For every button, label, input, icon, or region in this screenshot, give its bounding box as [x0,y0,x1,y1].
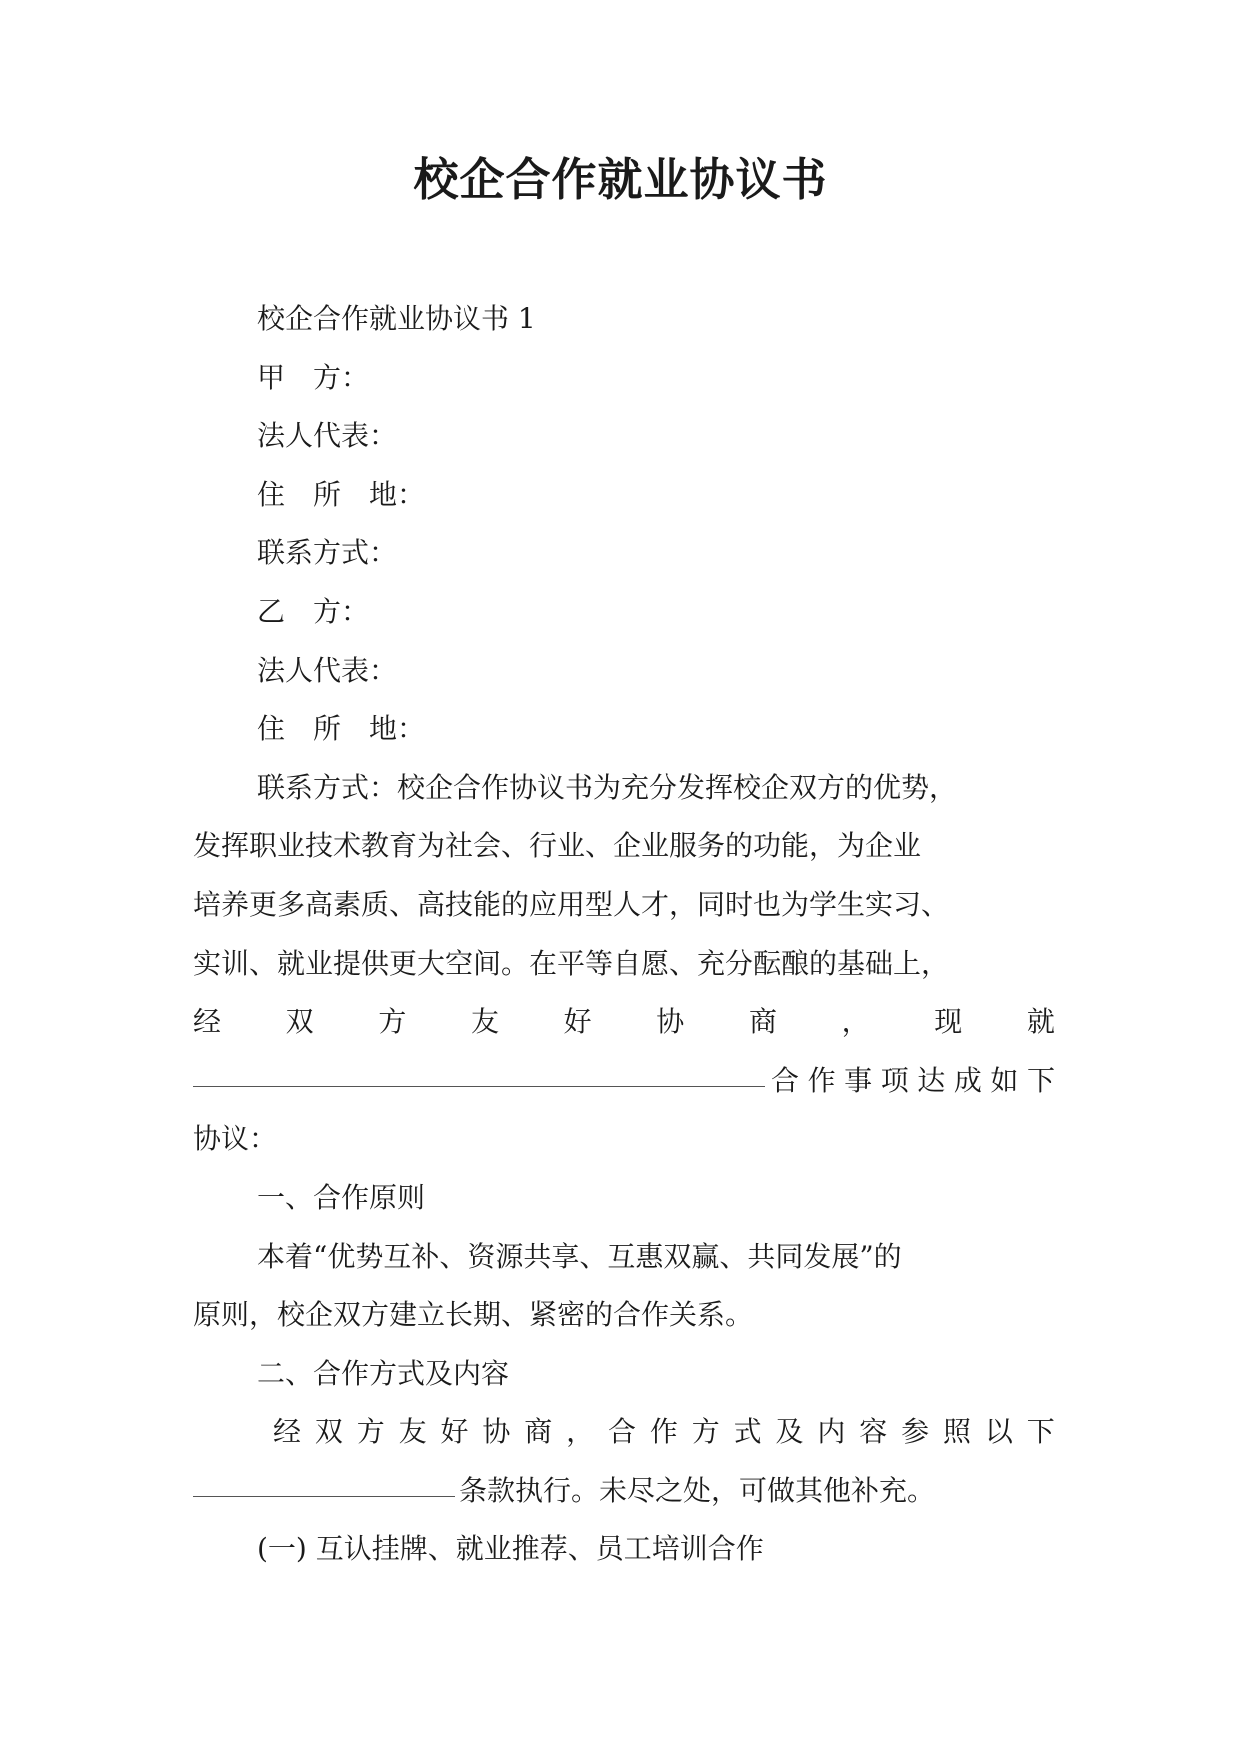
party-b-address: 住 所 地： [257,712,426,746]
intro-line-1: 联系方式：校企合作协议书为充分发挥校企双方的优势， [257,770,958,804]
intro-line-5-char: 双 [285,1005,314,1039]
intro-line-4: 实训、就业提供更大空间。在平等自愿、充分酝酿的基础上， [193,946,950,980]
section-2-line-1-char: 下 [1026,1415,1055,1449]
intro-line-5-char: 方 [378,1005,407,1039]
party-a-address: 住 所 地： [257,477,426,511]
party-a-contact: 联系方式： [257,536,398,570]
intro-line-5-char: 友 [470,1005,499,1039]
section-2-line-1-char: 协 [482,1415,511,1449]
fill-in-blank [193,1052,765,1087]
party-b-legal-rep: 法人代表： [257,653,398,687]
intro-line-6 [193,1052,1055,1111]
section-1-line-1: 本着“优势互补、资源共享、互惠双赢、共同发展”的 [257,1239,902,1273]
document-body [193,290,1055,1579]
section-2-line-1 [193,1403,1055,1462]
intro-line-5-char: 就 [1026,1005,1055,1039]
section-2-line-1-char: 以 [984,1415,1013,1449]
section-2-line-1-char: 方 [691,1415,720,1449]
section-2-line-2 [193,1462,1055,1521]
section-1-line-2: 原则，校企双方建立长期、紧密的合作关系。 [193,1298,754,1332]
intro-line-5-char: 现 [934,1005,963,1039]
party-b-label: 乙 方： [257,594,370,628]
section-2-line-1-char: 方 [356,1415,385,1449]
section-2-line-1-char: 好 [440,1415,469,1449]
intro-line-5-char: 经 [193,1005,222,1039]
section-2-line-1-char: 参 [901,1415,930,1449]
section-2-line-1-char: 内 [817,1415,846,1449]
section-2-line-1-char: 式 [733,1415,762,1449]
intro-line-5-char: 好 [563,1005,592,1039]
intro-line-6-char: 作 [807,1063,836,1097]
section-2-line-1-char: 照 [943,1415,972,1449]
section-2-line-1-char: 作 [649,1415,678,1449]
section-2-line-1-char: 合 [608,1415,637,1449]
intro-line-6-char: 项 [880,1063,909,1097]
section-2-heading: 二、合作方式及内容 [257,1356,510,1390]
intro-line-6-char: 成 [953,1063,982,1097]
intro-line-3: 培养更多高素质、高技能的应用型人才，同时也为学生实习、 [193,887,950,921]
section-2-line-1-char: 经 [273,1415,302,1449]
section-2-line-1-char: 友 [398,1415,427,1449]
section-1-heading: 一、合作原则 [257,1180,426,1214]
intro-line-7: 协议： [193,1122,278,1156]
intro-line-2: 发挥职业技术教育为社会、行业、企业服务的功能，为企业 [193,829,922,863]
intro-line-6-char: 达 [917,1063,946,1097]
section-2-line-2-tail: 条款执行。未尽之处，可做其他补充。 [459,1473,936,1507]
section-2-line-1-char: 双 [314,1415,343,1449]
intro-line-6-char: 合 [771,1063,800,1097]
section-2-line-1-char: 容 [859,1415,888,1449]
subtitle: 校企合作就业协议书 1 [257,302,536,335]
intro-line-5 [193,993,1055,1052]
section-2-line-1-char: ， [566,1415,595,1449]
party-a-legal-rep: 法人代表： [257,419,398,453]
intro-line-5-char: 协 [656,1005,685,1039]
section-2-line-1-char: 及 [775,1415,804,1449]
fill-in-blank [193,1462,455,1497]
intro-line-5-char: ， [841,1005,870,1039]
document-title: 校企合作就业协议书 [413,153,828,206]
intro-line-6-char: 下 [1026,1063,1055,1097]
intro-line-6-tail [765,1052,1055,1111]
section-2-sub-1: (一) 互认挂牌、就业推荐、员工培训合作 [257,1532,764,1566]
party-a-label: 甲 方： [257,360,370,394]
intro-line-6-char: 事 [844,1063,873,1097]
intro-line-5-char: 商 [748,1005,777,1039]
intro-line-6-char: 如 [990,1063,1019,1097]
section-2-line-1-char: 商 [524,1415,553,1449]
